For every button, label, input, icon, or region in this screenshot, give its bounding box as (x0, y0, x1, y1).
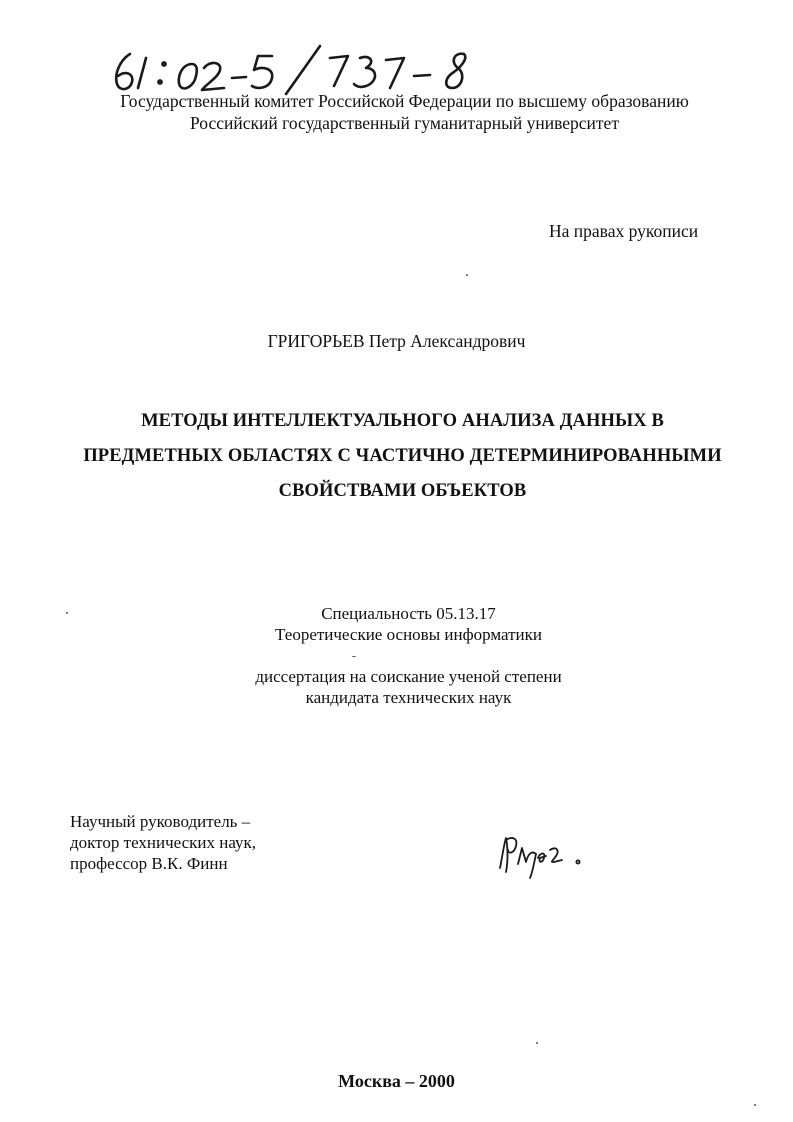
degree-line-1: диссертация на соискание ученой степени (255, 667, 562, 686)
dissertation-title-line-1: МЕТОДЫ ИНТЕЛЛЕКТУАЛЬНОГО АНАЛИЗА ДАННЫХ В (141, 411, 664, 431)
city-year: Москва – 2000 (338, 1071, 455, 1091)
scan-speck (536, 1042, 538, 1044)
supervisor-degree: доктор технических наук, (70, 833, 257, 852)
dissertation-title-line-3: СВОЙСТВАМИ ОБЪЕКТОВ (278, 481, 527, 501)
scan-speck (466, 274, 468, 276)
supervisor-role: Научный руководитель – (70, 812, 251, 831)
scan-speck (66, 612, 68, 614)
degree-line-2: кандидата технических наук (305, 688, 512, 707)
supervisor-name: профессор В.К. Финн (70, 854, 228, 873)
author-name: ГРИГОРЬЕВ Петр Александрович (267, 331, 526, 351)
manuscript-note: На правах рукописи (549, 221, 699, 241)
scan-speck (754, 1104, 756, 1106)
dissertation-title-line-2: ПРЕДМЕТНЫХ ОБЛАСТЯХ С ЧАСТИЧНО ДЕТЕРМИНИРОВАННЫМИ (83, 446, 722, 466)
university-name: Российский государственный гуманитарный университет (190, 113, 619, 133)
scan-speck (352, 656, 356, 657)
specialty-name: Теоретические основы информатики (275, 625, 542, 644)
committee-name: Государственный комитет Российской Федерации по высшему образованию (120, 91, 689, 111)
signature (494, 828, 594, 880)
specialty-code: Специальность 05.13.17 (321, 604, 496, 623)
